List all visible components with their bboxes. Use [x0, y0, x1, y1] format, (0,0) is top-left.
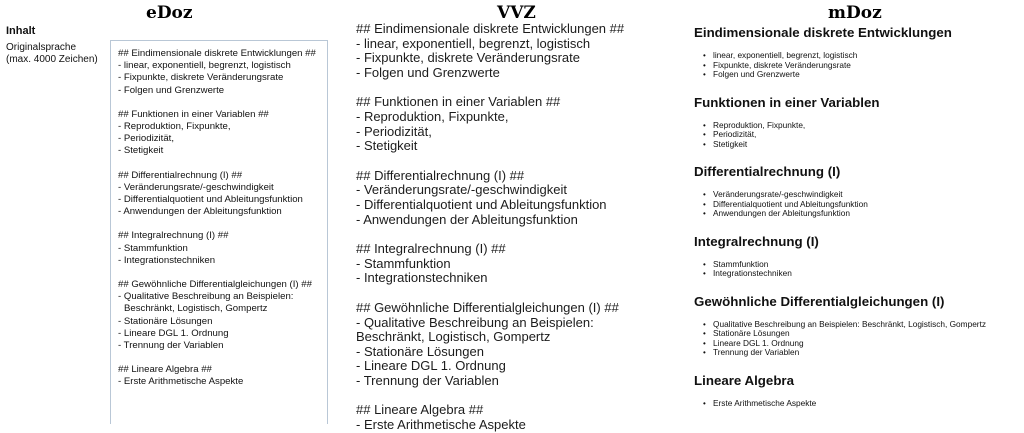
vvz-blank	[356, 286, 624, 301]
edoz-line: - Folgen und Grenzwerte	[118, 84, 225, 96]
edoz-heading: ## Funktionen in einer Variablen ##	[118, 108, 269, 120]
mdoz-list-item: • Lineare DGL 1. Ordnung	[713, 339, 986, 349]
edoz-line: Beschränkt, Logistisch, Gompertz	[124, 303, 268, 315]
vvz-heading: ## Lineare Algebra ##	[356, 402, 484, 418]
mdoz-bullet-list	[713, 190, 986, 219]
vvz-line: - Integrationstechniken	[356, 270, 488, 286]
column-title-edoz: eDoz	[146, 3, 193, 23]
edoz-blank	[118, 352, 327, 364]
mdoz-list-item: • linear, exponentiell, begrenzt, logistisch	[713, 51, 986, 61]
edoz-label-line: Originalsprache	[6, 42, 77, 53]
vvz-line: - Stammfunktion	[356, 255, 451, 271]
edoz-line: - Veränderungsrate/-geschwindigkeit	[118, 181, 274, 193]
column-title-mdoz: mDoz	[828, 3, 882, 23]
mdoz-list-item: • Periodizität,	[713, 130, 986, 140]
vvz-line: - Stationäre Lösungen	[356, 343, 484, 359]
edoz-line: - Anwendungen der Ableitungsfunktion	[118, 206, 282, 218]
mdoz-list-item: • Integrationstechniken	[713, 269, 986, 279]
edoz-line: - Stationäre Lösungen	[118, 315, 213, 327]
vvz-line: - Erste Arithmetische Aspekte	[356, 417, 526, 433]
vvz-line: - Lineare DGL 1. Ordnung	[356, 358, 506, 374]
edoz-label-line: (max. 4000 Zeichen)	[6, 54, 98, 65]
vvz-line: - Periodizität,	[356, 123, 432, 139]
edoz-line: - Stetigkeit	[118, 145, 164, 157]
edoz-heading: ## Eindimensionale diskrete Entwicklungen ##	[118, 48, 316, 59]
mdoz-list-item: • Trennung der Variablen	[713, 348, 986, 358]
edoz-line: - Fixpunkte, diskrete Veränderungsrate	[118, 72, 284, 84]
edoz-line: - Integrationstechniken	[118, 254, 216, 266]
vvz-heading: ## Eindimensionale diskrete Entwicklungen ##	[356, 21, 625, 36]
vvz-blank	[356, 80, 624, 95]
vvz-blank	[356, 227, 624, 242]
vvz-line: - Qualitative Beschreibung an Beispielen:	[356, 314, 594, 330]
edoz-line: - Trennung der Variablen	[118, 340, 224, 352]
vvz-line: - Reproduktion, Fixpunkte,	[356, 108, 509, 124]
vvz-content-text	[356, 22, 624, 433]
edoz-line: - Erste Arithmetische Aspekte	[118, 376, 244, 388]
edoz-field-label	[6, 25, 110, 66]
edoz-content-textarea[interactable]	[110, 40, 328, 424]
vvz-line: - Veränderungsrate/-geschwindigkeit	[356, 182, 568, 198]
mdoz-bullet-list	[713, 399, 986, 409]
edoz-heading: ## Integralrechnung (I) ##	[118, 230, 229, 242]
mdoz-bullet-list	[713, 121, 986, 150]
vvz-line: - Anwendungen der Ableitungsfunktion	[356, 211, 578, 227]
edoz-language-hint	[6, 42, 110, 66]
vvz-line: - Fixpunkte, diskrete Veränderungsrate	[356, 50, 581, 66]
edoz-line: - Differentialquotient und Ableitungsfunktion	[118, 194, 303, 206]
mdoz-bullet-list	[713, 320, 986, 358]
vvz-line: - linear, exponentiell, begrenzt, logistisch	[356, 35, 591, 51]
mdoz-bullet-list	[713, 51, 986, 80]
vvz-line: - Folgen und Grenzwerte	[356, 64, 500, 80]
mdoz-list-item: • Qualitative Beschreibung an Beispielen: Beschränkt, Logistisch, Gompertz	[713, 320, 986, 330]
vvz-line: - Stetigkeit	[356, 138, 418, 154]
mdoz-section-title: Integralrechnung (I)	[694, 233, 819, 249]
vvz-heading: ## Integralrechnung (I) ##	[356, 241, 506, 257]
mdoz-section-title: Gewöhnliche Differentialgleichungen (I)	[694, 293, 945, 309]
mdoz-rendered-content	[694, 24, 986, 422]
mdoz-list-item: • Stammfunktion	[713, 260, 986, 270]
edoz-blank	[118, 218, 327, 230]
edoz-line: - Periodizität,	[118, 133, 174, 145]
edoz-line: - Lineare DGL 1. Ordnung	[118, 327, 229, 339]
mdoz-list-item: • Stetigkeit	[713, 140, 986, 150]
mdoz-section-title: Differentialrechnung (I)	[694, 164, 841, 179]
vvz-heading: ## Funktionen in einer Variablen ##	[356, 94, 561, 110]
mdoz-list-item: • Veränderungsrate/-geschwindigkeit	[713, 190, 986, 200]
vvz-heading: ## Differentialrechnung (I) ##	[356, 167, 525, 183]
edoz-heading: ## Lineare Algebra ##	[118, 364, 212, 376]
mdoz-section-title: Funktionen in einer Variablen	[694, 94, 880, 110]
column-title-vvz: VVZ	[497, 3, 536, 23]
mdoz-section-title: Eindimensionale diskrete Entwicklungen	[694, 25, 952, 40]
mdoz-section-title: Lineare Algebra	[694, 372, 795, 388]
vvz-line: Beschränkt, Logistisch, Gompertz	[356, 329, 551, 345]
edoz-line: - linear, exponentiell, begrenzt, logistisch	[118, 60, 291, 72]
edoz-blank	[118, 97, 327, 109]
edoz-heading: ## Gewöhnliche Differentialgleichungen (I) ##	[118, 279, 312, 291]
vvz-blank	[356, 388, 624, 403]
mdoz-list-item: • Reproduktion, Fixpunkte,	[713, 121, 986, 131]
mdoz-list-item: • Differentialquotient und Ableitungsfunktion	[713, 200, 986, 210]
mdoz-list-item: • Folgen und Grenzwerte	[713, 70, 986, 80]
edoz-line: - Stammfunktion	[118, 242, 188, 254]
mdoz-list-item: • Erste Arithmetische Aspekte	[713, 399, 986, 409]
vvz-line: - Differentialquotient und Ableitungsfunktion	[356, 196, 607, 212]
vvz-blank	[356, 154, 624, 169]
mdoz-list-item: • Fixpunkte, diskrete Veränderungsrate	[713, 61, 986, 71]
edoz-line: - Qualitative Beschreibung an Beispielen:	[118, 291, 294, 303]
edoz-blank	[118, 158, 327, 170]
edoz-inhalt-heading: Inhalt	[6, 25, 36, 37]
edoz-heading: ## Differentialrechnung (I) ##	[118, 169, 243, 181]
vvz-heading: ## Gewöhnliche Differentialgleichungen (I) ##	[356, 299, 619, 315]
mdoz-list-item: • Stationäre Lösungen	[713, 329, 986, 339]
edoz-line: - Reproduktion, Fixpunkte,	[118, 121, 231, 133]
mdoz-list-item: • Anwendungen der Ableitungsfunktion	[713, 209, 986, 219]
mdoz-bullet-list	[713, 260, 986, 279]
vvz-line: - Trennung der Variablen	[356, 372, 499, 388]
edoz-blank	[118, 267, 327, 279]
